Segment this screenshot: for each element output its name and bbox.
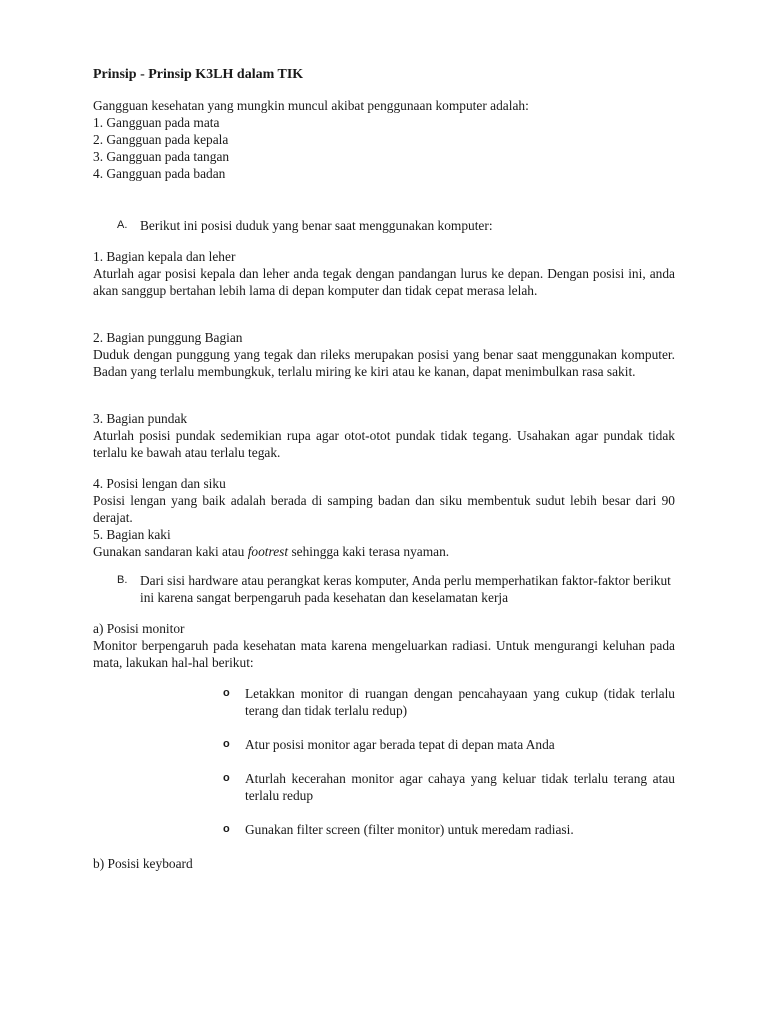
monitor-tip-text: Aturlah kecerahan monitor agar cahaya yang keluar tidak terlalu terang atau terlalu redup [245, 771, 675, 803]
posture-item-heading: 4. Posisi lengan dan siku [93, 476, 226, 491]
monitor-heading: a) Posisi monitor [93, 621, 185, 636]
document-page [93, 66, 675, 872]
monitor-tip-text: Letakkan monitor di ruangan dengan pencahayaan yang cukup (tidak terlalu terang dan tidak terlalu redup) [245, 686, 675, 718]
body-text: sehingga kaki terasa nyaman. [288, 544, 450, 559]
intro-item: 1. Gangguan pada mata [93, 115, 220, 130]
bullet-marker: o [223, 823, 230, 835]
bullet-marker: o [223, 772, 230, 784]
section-b-marker: B. [117, 574, 128, 586]
monitor-body: Monitor berpengaruh pada kesehatan mata karena mengeluarkan radiasi. Untuk mengurangi keluhan pada mata, lakukan hal-hal berikut: [93, 638, 675, 670]
intro-item: 2. Gangguan pada kepala [93, 132, 229, 147]
intro-item: 3. Gangguan pada tangan [93, 149, 230, 164]
keyboard-heading: b) Posisi keyboard [93, 856, 193, 871]
footrest-term: footrest [247, 544, 289, 559]
intro-lead: Gangguan kesehatan yang mungkin muncul akibat penggunaan komputer adalah: [93, 98, 529, 113]
document-title: Prinsip - Prinsip K3LH dalam TIK [93, 67, 304, 82]
section-a-marker: A. [117, 219, 128, 231]
monitor-tip-text: Gunakan filter screen (filter monitor) untuk meredam radiasi. [245, 822, 574, 837]
posture-item-heading: 2. Bagian punggung Bagian [93, 330, 243, 345]
posture-item-body: Duduk dengan punggung yang tegak dan rileks merupakan posisi yang benar saat menggunakan komputer. Badan yang terlalu membungkuk, terlalu miring ke kiri atau ke kanan, dapat menimbulkan rasa sakit. [93, 347, 675, 379]
section-b-heading-text: Dari sisi hardware atau perangkat keras komputer, Anda perlu memperhatikan faktor-faktor berikut ini karena sangat berpengaruh pada kesehatan dan keselamatan kerja [140, 573, 671, 605]
posture-item-body: Posisi lengan yang baik adalah berada di samping badan dan siku membentuk sudut lebih besar dari 90 derajat. [93, 493, 675, 525]
section-a-heading-text: Berikut ini posisi duduk yang benar saat menggunakan komputer: [140, 218, 493, 233]
section-b-heading [117, 572, 675, 606]
posture-item-body: Aturlah agar posisi kepala dan leher anda tegak dengan pandangan lurus ke depan. Dengan posisi ini, anda akan sanggup bertahan lebih lama di depan komputer dan tidak cepat merasa lelah. [93, 266, 675, 298]
bullet-marker: o [223, 738, 230, 750]
posture-item-body [93, 543, 675, 560]
posture-item-heading: 3. Bagian pundak [93, 411, 188, 426]
monitor-tip [223, 770, 675, 804]
intro-item: 4. Gangguan pada badan [93, 166, 226, 181]
monitor-tip [223, 685, 675, 719]
posture-item-heading: 1. Bagian kepala dan leher [93, 249, 236, 264]
monitor-tip [223, 821, 675, 838]
posture-item-body: Aturlah posisi pundak sedemikian rupa agar otot-otot pundak tidak tegang. Usahakan agar pundak tidak terlalu ke bawah atau terlalu tegak. [93, 428, 675, 460]
body-text: Gunakan sandaran kaki atau [93, 544, 248, 559]
monitor-tip [223, 736, 675, 753]
section-a-heading [117, 217, 675, 234]
bullet-marker: o [223, 687, 230, 699]
posture-item-heading: 5. Bagian kaki [93, 527, 171, 542]
monitor-tip-text: Atur posisi monitor agar berada tepat di depan mata Anda [245, 737, 555, 752]
